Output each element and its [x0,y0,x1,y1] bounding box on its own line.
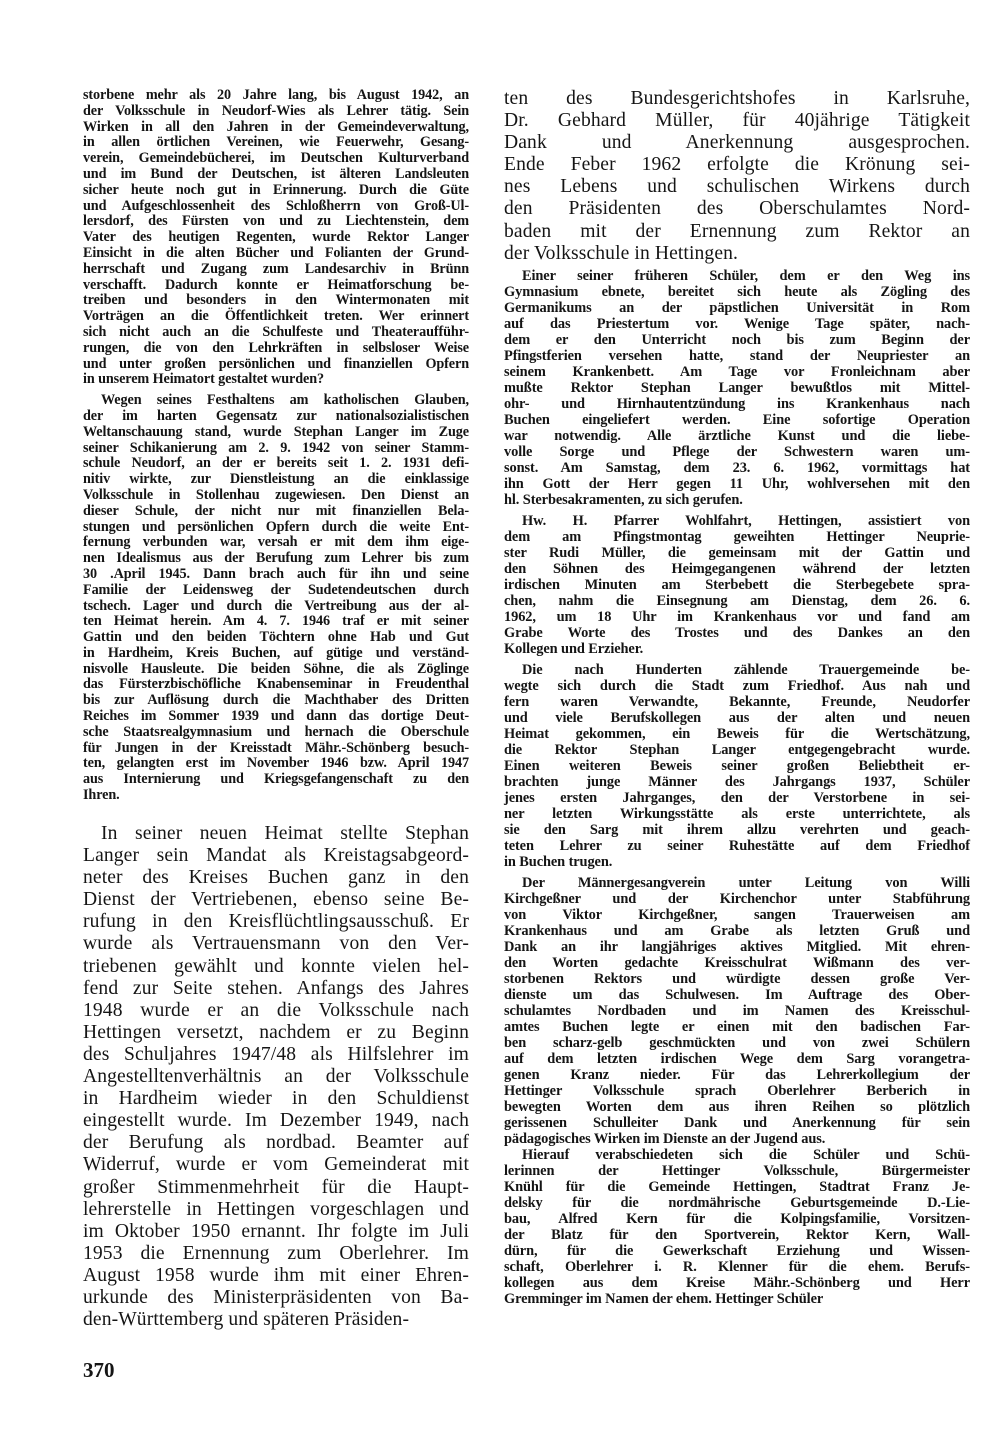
paragraph [504,875,970,1147]
text-line: den Präsidenten des Oberschulamtes Nord- [504,198,970,220]
text-line: und im Bund der Deutschen, ist älteren Landsleuten [83,165,469,182]
text-line: Widerruf, wurde er vom Gemeinderat mit [83,1154,469,1176]
text-line: sich nicht auch an die Schulfeste und Theateraufführ- [83,323,469,340]
text-line: der im harten Gegensatz zur nationalsozialistischen [83,407,469,424]
text-line: Hw. H. Pfarrer Wohlfahrt, Hettingen, assistiert von [522,513,970,529]
text-line: bewegten Worten dem aus ihren Reihen so plötzlich [504,1099,970,1115]
text-line: für Jungen in der Kreisstadt Mähr.-Schönberg besuch- [83,739,469,756]
text-line: der Blatz für den Sportverein, Rektor Kern, Wall- [504,1227,970,1243]
text-line: mußte Rektor Stephan Langer bewußtlos mit Mittel- [504,380,970,396]
text-line: Dr. Gebhard Müller, für 40jährige Tätigkeit [504,110,970,132]
paragraph [83,823,469,1331]
text-line: nisvolle Hausleute. Die beiden Söhne, die als Zöglinge [83,660,469,677]
text-line: in Buchen trugen. [504,854,613,870]
text-line: teten Lehrer zu seiner Ruhestätte auf dem Friedhof [504,838,970,854]
text-line: volle Sorge und Pflege der Schwestern waren um- [504,444,970,460]
text-line: August 1958 wurde ihm mit einer Ehren- [83,1264,469,1286]
text-line: auf das Priestertum vor. Wenige Tage später, nach- [504,316,970,332]
text-line: Dienst der Vertriebenen, ebenso seine Be- [83,889,469,911]
text-line: fend zur Seite stehen. Anfangs des Jahres [83,977,469,999]
text-line: auf dem letzten irdischen Wege dem Sarg vorangetra- [504,1051,970,1067]
text-line: bau, Alfred Kern für die Kolpingsfamilie, Vorsitzen- [504,1211,970,1227]
text-line: dem er den Unterricht noch bis zum Beginn der [504,332,970,348]
text-line: delsky für die nordmährische Geburtsgemeinde D.-Lie- [504,1195,970,1211]
text-line: pädagogisches Wirken im Dienste an der Jugend aus. [504,1131,826,1147]
text-line: storbene mehr als 20 Jahre lang, bis August 1942, an [83,87,469,103]
text-line: ben scharz-gelb geschmückten und von zwei Schülern [504,1035,970,1051]
paragraph [83,88,469,388]
text-line: von Viktor Kirchgeßner, sangen Trauerweisen am [504,907,970,923]
text-line: stungen und persönlichen Opfern durch die weite Ent- [83,518,469,535]
text-line: die Rektor Stephan Langer entgegengebracht wurde. [504,742,970,758]
text-line: baden mit der Ernennung zum Rektor an [504,220,970,242]
text-line: dieser Schule, der nicht nur mit finanziellen Bela- [83,502,469,519]
text-line: seinem Krankenbett. Am Tage vor Fronleichnam aber [504,364,970,380]
text-line: nes Lebens und schulischen Wirkens durch [504,176,970,198]
text-line: ner letzten Wirkungsstätte als erste unterrichtete, als [504,806,970,822]
text-line: rungen, die von den Lehrkräften in selbsloser Weise [83,339,469,356]
text-line: 1962, um 18 Uhr im Krankenhaus vor und fand am [504,609,970,625]
text-line: Vater des heutigen Regenten, wurde Rektor Langer [83,229,469,246]
paragraph [504,268,970,508]
text-line: des Schuljahres 1947/48 als Hilfslehrer im [83,1043,469,1065]
text-line: Gymnasium ebnete, bereitet sich heute als Zögling des [504,284,970,300]
text-line: lehrerstelle in Hettingen vorgeschlagen und [83,1198,469,1220]
text-line: Hierauf verabschiedeten sich die Schüler und Schü- [522,1147,970,1163]
text-line: Grabe Worte des Trostes und des Dankes an den [504,625,970,641]
text-line: Heimat gekommen, ein Beweis für die Wertschätzung, [504,726,970,742]
paragraph [504,88,970,265]
text-line: Gattin und den beiden Töchtern ohne Hab und Gut [83,629,469,646]
text-line: verschafft. Dadurch konnte er Heimatforschung be- [83,276,469,293]
text-line: Pfingstferien versehen hatte, stand der Neupriester an [504,348,970,364]
text-line: im Oktober 1950 ernannt. Ihr folgte im Juli [83,1220,469,1242]
text-line: dem am Pfingstmontag geweihten Hettinger Neuprie- [504,529,970,545]
text-line: Ende Feber 1962 erfolgte die Krönung sei- [504,154,970,176]
text-line: lerinnen der Hettinger Volksschule, Bürgermeister [504,1163,970,1179]
text-line: storbenen Rektors und würdigte dessen große Ver- [504,971,970,987]
text-line: seiner Schikanierung am 2. 9. 1942 von seiner Stamm- [83,439,469,456]
text-line: dienste um das Schulwesen. Im Auftrage des Ober- [504,987,970,1003]
text-line: kollegen aus dem Kreise Mähr.-Schönberg und Herr [504,1275,970,1291]
text-line: jenes ersten Jahrganges, den der Verstorbene in sei- [504,790,970,806]
text-line: nitiv wirkte, zur Dienstleistung an die einklassige [83,471,469,488]
text-line: dürn, für die Gewerkschaft Erziehung und Wissen- [504,1243,970,1259]
text-line: Germanikums an der päpstlichen Universität in Rom [504,300,970,316]
text-line: Volksschule in Stollenhau zugewiesen. Den Dienst an [83,486,469,503]
text-line: war notwendig. Alle ärztliche Kunst und die liebe- [504,428,970,444]
text-line: Kirchgeßner und der Kirchenchor unter Stabführung [504,891,970,907]
text-line: sie den Sarg mit ihrem allzu verehrten und geach- [504,822,970,838]
text-line: in Hardheim, Kreis Buchen, auf gütige und verständ- [83,644,469,661]
paragraph [504,662,970,870]
text-line: ten Heimat herein. Am 4. 7. 1946 traf er mit seiner [83,613,469,630]
text-line: ten des Bundesgerichtshofes in Karlsruhe, [504,88,970,109]
right-column-large-text [504,88,970,265]
text-line: brachten junge Männer des Jahrgangs 1937, Schüler [504,774,970,790]
text-line: rufung in den Kreisflüchtlingsausschuß. Er [83,911,469,933]
text-line: Familie der Leidensweg der Sudetendeutschen durch [83,581,469,598]
text-line: 30 .April 1945. Dann brach auch für ihn und seine [83,565,469,582]
text-line: In seiner neuen Heimat stellte Stephan [101,823,469,844]
text-line: aus Internierung und Kriegsgefangenschaft zu den [83,771,469,788]
text-line: in Hardheim wieder in den Schuldienst [83,1088,469,1110]
text-line: Langer sein Mandat als Kreistagsabgeord- [83,845,469,867]
left-column-large-text [83,823,469,1331]
text-line: den Worten gedachte Kreisschulrat Wißmann des ver- [504,955,970,971]
text-line: Buchen eingeliefert werden. Eine sofortige Operation [504,412,970,428]
text-line: ster Rudi Müller, die gemeinsam mit der Gattin und [504,545,970,561]
text-line: Reiches im Sommer 1939 und dann das dortige Deut- [83,708,469,725]
text-line: 1948 wurde er an die Volksschule nach [83,999,469,1021]
text-line: genen Kranz nieder. Für das Lehrerkollegium der [504,1067,970,1083]
text-line: Wirken in all den Jahren in der Gemeindeverwaltung, [83,118,469,135]
text-line: fern waren Verwandte, Bekannte, Freunde, Neudorfer [504,694,970,710]
text-line: das Fürsterzbischöfliche Knabenseminar in Freudenthal [83,676,469,693]
text-line: der Volksschule in Hettingen. [504,242,739,264]
text-line: chen, nahm die Einsegnung am Dienstag, dem 26. 6. [504,593,970,609]
text-line: herrschaft und Zugang zum Landesarchiv in Brünn [83,260,469,277]
text-line: ten, gelangten erst im November 1946 bzw. April 1947 [83,755,469,772]
text-line: wurde als Vertrauensmann von den Ver- [83,933,469,955]
text-line: Krankenhaus und am Grabe als letzten Gruß und [504,923,970,939]
text-line: triebenen gewählt und konnte vielen hel- [83,955,469,977]
text-line: Vorträgen an die Öffentlichkeit treten. Wer erinnert [83,308,469,325]
text-line: in allen örtlichen Vereinen, wie Feuerwehr, Gesang- [83,134,469,151]
text-line: Hettinger Volksschule sprach Oberlehrer Berberich in [504,1083,970,1099]
text-line: Angestelltenverhältnis an der Volksschule [83,1066,469,1088]
text-line: der Volksschule in Neudorf-Wies als Lehrer tätig. Sein [83,102,469,119]
text-line: ohr- und Hirnhautentzündung ins Krankenhaus nach [504,396,970,412]
text-line: Einen weiteren Beweis seiner großen Beliebtheit er- [504,758,970,774]
text-line: neter des Kreises Buchen ganz in den [83,867,469,889]
text-line: irdischen Minuten am Sterbebett die Sterbegebete spra- [504,577,970,593]
text-line: und Aufgeschlossenheit des Schloßherrn von Groß-Ul- [83,197,469,214]
text-line: Ihren. [83,787,120,804]
left-column-small-text [83,88,469,809]
text-line: schaft, Oberlehrer i. R. Klenner für die ehem. Berufs- [504,1259,970,1275]
text-line: in unserem Heimatort gestaltet wurden? [83,371,325,388]
page-number: 370 [83,1358,115,1382]
text-line: und unter großen persönlichen und finanziellen Opfern [83,355,469,372]
text-line: eingestellt wurde. Im Dezember 1949, nach [83,1110,469,1132]
text-line: schule Neudorf, an der er bereits seit 1. 2. 1931 defi- [83,455,469,472]
paragraph [504,1147,970,1307]
text-line: Einsicht in die alten Bücher und Folianten der Grund- [83,244,469,261]
text-line: Der Männergesangverein unter Leitung von Willi [522,875,970,891]
text-line: Hettingen versetzt, nachdem er zu Beginn [83,1021,469,1043]
text-line: Gremminger im Namen der ehem. Hettinger Schüler [504,1291,824,1307]
text-line: der Berufung als nordbad. Beamter auf [83,1132,469,1154]
text-line: Die nach Hunderten zählende Trauergemeinde be- [522,662,970,678]
text-line: Einer seiner früheren Schüler, dem er den Weg ins [522,268,970,284]
text-line: 1953 die Ernennung zum Oberlehrer. Im [83,1242,469,1264]
text-line: wegte sich durch die Stadt zum Friedhof. Aus nah und [504,678,970,694]
text-line: treiben und besonders in den Wintermonaten mit [83,292,469,309]
paragraph [504,513,970,657]
text-line: Knühl für die Gemeinde Hettingen, Stadtrat Franz Je- [504,1179,970,1195]
text-line: gerissenen Schulleiter Dank und Anerkennung für sein [504,1115,970,1131]
right-column-small-text [504,268,970,1312]
text-line: Kollegen und Erzieher. [504,641,644,657]
paragraph [83,393,469,804]
text-line: Dank an ihr langjähriges aktives Mitglied. Mit ehren- [504,939,970,955]
text-line: fernung verbunden war, versah er mit dem ihm eige- [83,534,469,551]
text-line: bis zur Auflösung durch die Machthaber des Dritten [83,692,469,709]
text-line: sonst. Am Samstag, dem 23. 6. 1962, vormittags hat [504,460,970,476]
text-line: lersdorf, des Fürsten von und zu Liechtenstein, dem [83,213,469,230]
text-line: sche Staatsrealgymnasium und hernach die Oberschule [83,723,469,740]
text-line: großer Stimmenmehrheit für die Haupt- [83,1176,469,1198]
text-line: nen Idealismus aus der Berufung zum Lehrer bis zum [83,550,469,567]
text-line: urkunde des Ministerpräsidenten von Ba- [83,1286,469,1308]
text-line: schulamtes Nordbaden und im Namen des Kreisschul- [504,1003,970,1019]
text-line: tschech. Lager und durch die Vertreibung aus der al- [83,597,469,614]
text-line: sicher heute noch gut in Erinnerung. Durch die Güte [83,181,469,198]
text-line: den Söhnen des Heimgegangenen während der letzten [504,561,970,577]
text-line: amtes Buchen legte er einen mit den badischen Far- [504,1019,970,1035]
text-line: den-Württemberg und späteren Präsiden- [83,1309,410,1331]
text-line: Dank und Anerkennung ausgesprochen. [504,132,970,154]
text-line: und viele Berufskollegen aus der alten und neuen [504,710,970,726]
text-line: verein, Gemeindebücherei, im Deutschen Kulturverband [83,150,469,167]
text-line: hl. Sterbesakramenten, zu sich gerufen. [504,492,743,508]
text-line: Weltanschauung stand, wurde Stephan Langer im Zuge [83,423,469,440]
text-line: Wegen seines Festhaltens am katholischen Glauben, [101,392,469,409]
text-line: ihn Gott der Herr gegen 11 Uhr, wohlversehen mit den [504,476,970,492]
